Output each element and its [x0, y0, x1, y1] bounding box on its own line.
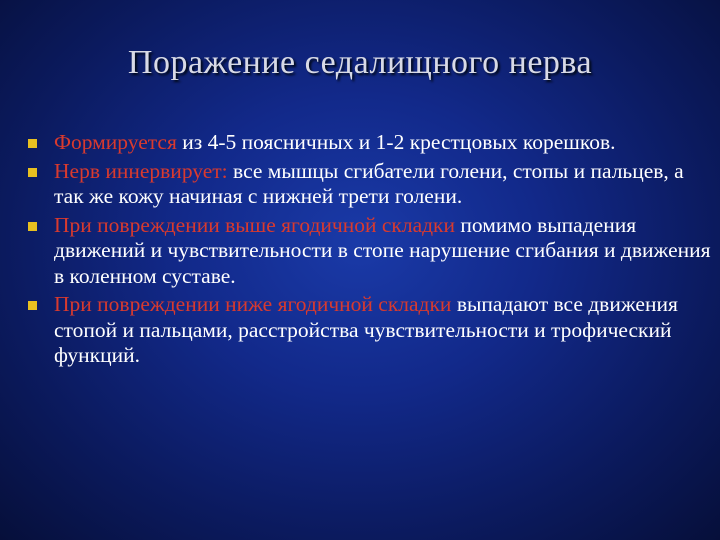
bullet-item [28, 292, 716, 369]
bullet-item [28, 159, 716, 210]
bullet-highlight: Нерв иннервирует: [54, 158, 228, 183]
bullet-text: выпадают все движения стопой и пальцами, расстройства чувствительности и трофический функций. [54, 292, 678, 367]
bullet-text: все мышцы сгибатели голени, стопы и пальцев, а так же кожу начиная с нижней трети голени. [54, 158, 684, 208]
bullet-highlight: При повреждении выше ягодичной складки [54, 212, 456, 237]
bullet-item [28, 130, 716, 156]
bullet-text: из 4-5 поясничных и 1-2 крестцовых корешков. [176, 130, 616, 154]
slide-title: Поражение седалищного нерва [127, 44, 593, 81]
bullet-highlight: Формируется [54, 130, 177, 154]
square-bullet-icon [28, 139, 37, 148]
bullet-highlight: При повреждении ниже ягодичной складки [54, 292, 452, 316]
square-bullet-icon [28, 301, 37, 310]
bullet-item [28, 213, 716, 290]
bullet-list [28, 130, 716, 372]
square-bullet-icon [28, 168, 37, 177]
square-bullet-icon [28, 222, 37, 231]
bullet-text: помимо выпадения движений и чувствительности в стопе нарушение сгибания и движения в коленном суставе. [54, 212, 711, 288]
